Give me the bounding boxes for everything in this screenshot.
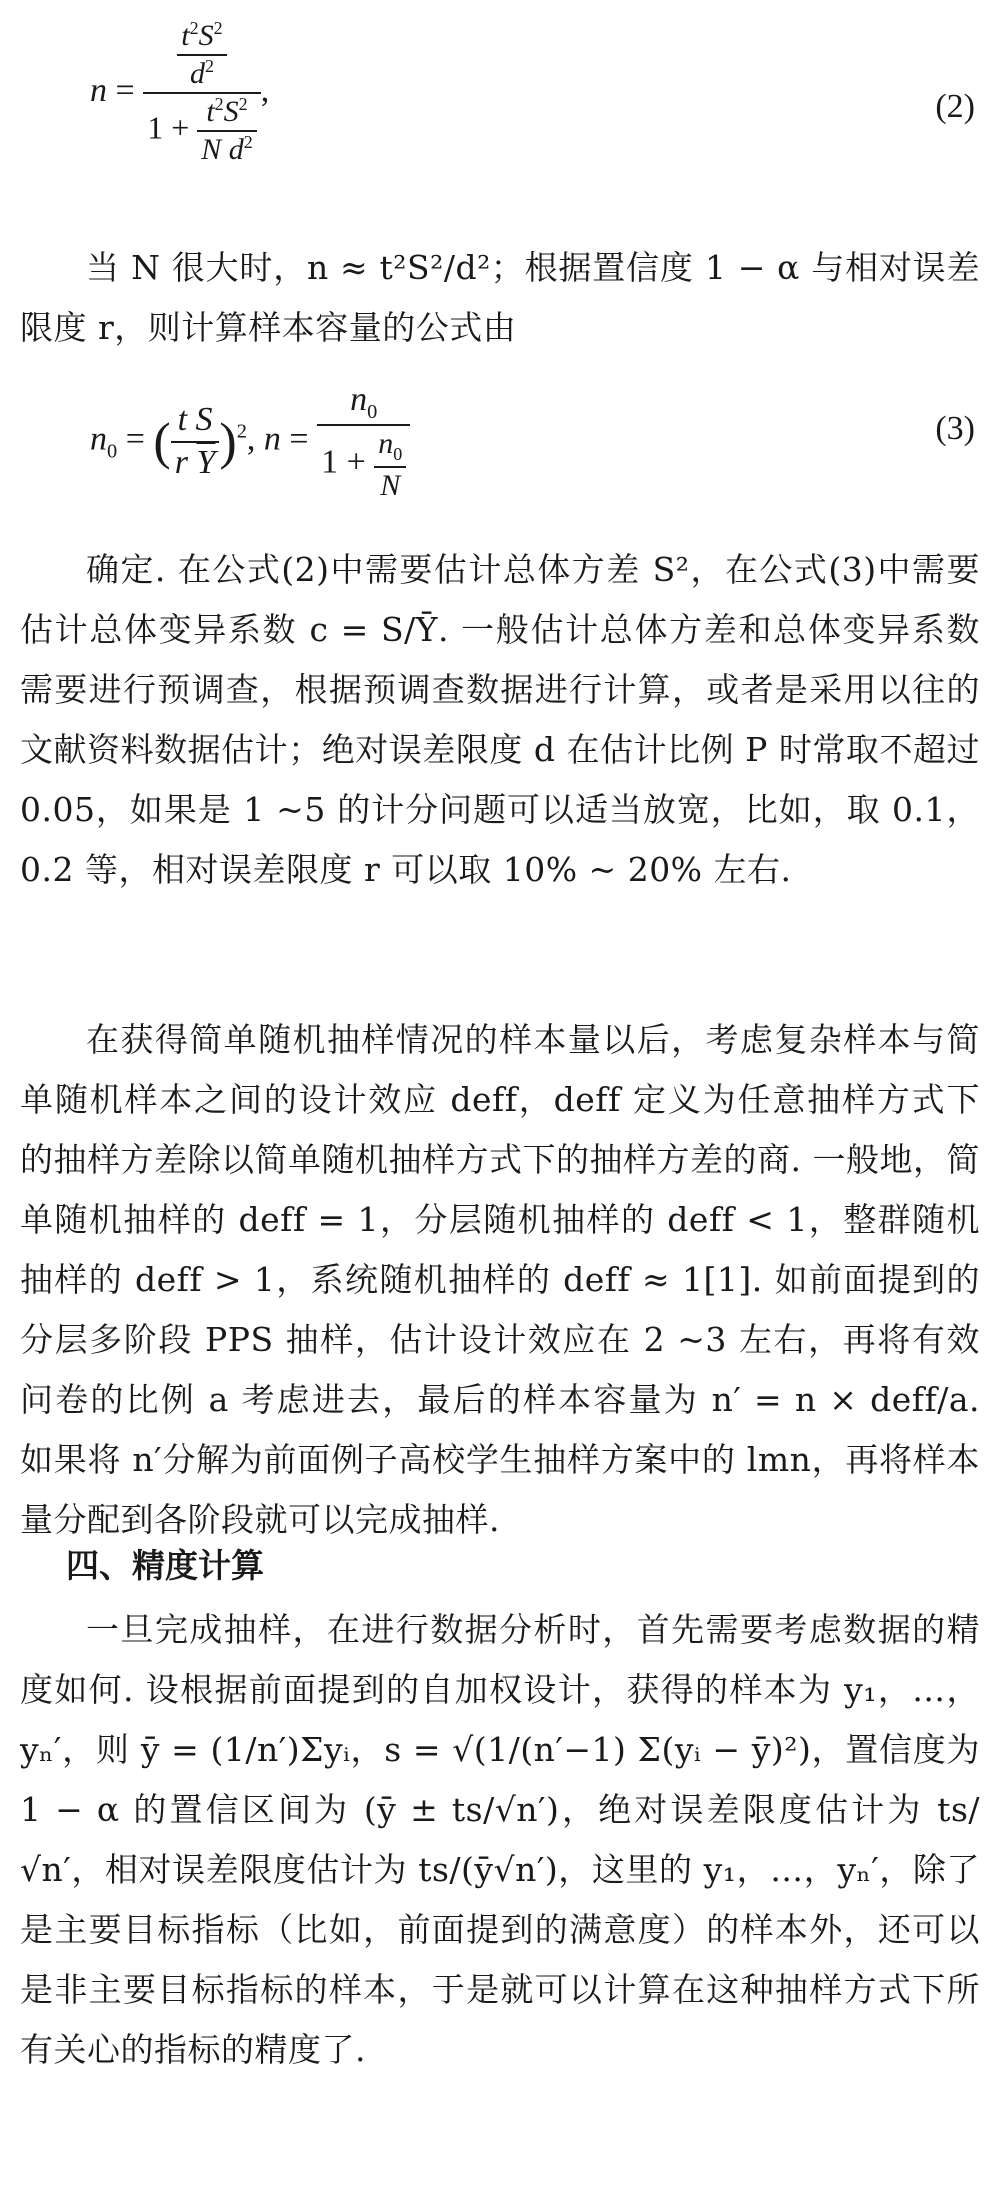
paragraph-1: 当 N 很大时，n ≈ t²S²/d²；根据置信度 1 − α 与相对误差限度 r，则计算样本容量的公式由	[20, 248, 980, 347]
equation-3-number: (3)	[935, 410, 975, 447]
section-heading-precision: 四、精度计算	[66, 1546, 264, 1585]
equation-2: n = $\frac{t^2S^2}{d^2}$ 1 + $\frac{t^2S^2}{N d^2}$ ,	[90, 18, 270, 166]
paragraph-3: 在获得简单随机抽样情况的样本量以后，考虑复杂样本与简单随机样本之间的设计效应 deff，deff 定义为任意抽样方式下的抽样方差除以简单随机抽样方式下的抽样方差的商. 一般地，简单随机抽样的 deff = 1，分层随机抽样的 deff < 1，整群随机抽样的 deff > 1，系统随机抽样的 deff ≈ 1[1]. 如前面提到的分层多阶段 PPS 抽样，估计设计效应在 2 ~3 左右，再将有效问卷的比例 a 考虑进去，最后的样本容量为 n′ = n × deff/a. 如果将 n′分解为前面例子高校学生抽样方案中的 lmn，再将样本量分配到各阶段就可以完成抽样.	[20, 1020, 980, 1539]
paragraph-2: 确定. 在公式(2)中需要估计总体方差 S²，在公式(3)中需要估计总体变异系数 c = S/Ȳ. 一般估计总体方差和总体变异系数需要进行预调查，根据预调查数据进行计算，或者是采用以往的文献资料数据估计；绝对误差限度 d 在估计比例 P 时常取不超过 0.05，如果是 1 ~5 的计分问题可以适当放宽，比如，取 0.1，0.2 等，相对误差限度 r 可以取 10% ~ 20% 左右.	[20, 550, 980, 889]
paragraph-4: 一旦完成抽样，在进行数据分析时，首先需要考虑数据的精度如何. 设根据前面提到的自加权设计，获得的样本为 y₁，…，yₙ′，则 ȳ = (1/n′)Σyᵢ，s = √(1/(n′−1) Σ(yᵢ − ȳ)²)，置信度为 1 − α 的置信区间为 (ȳ ± ts/√n′)，绝对误差限度估计为 ts/√n′，相对误差限度估计为 ts/(ȳ√n′)，这里的 y₁，…，yₙ′，除了是主要目标指标（比如，前面提到的满意度）的样本外，还可以是非主要目标指标的样本，于是就可以计算在这种抽样方式下所有关心的指标的精度了.	[20, 1610, 980, 2069]
equation-3: $n_0$ = ( $\frac{\text{t S}}{r \overline{Y}}$ )$^2$, n = $n_0$ 1 + $\frac{n_0}{N}$	[90, 380, 410, 504]
equation-2-number: (2)	[935, 88, 975, 125]
